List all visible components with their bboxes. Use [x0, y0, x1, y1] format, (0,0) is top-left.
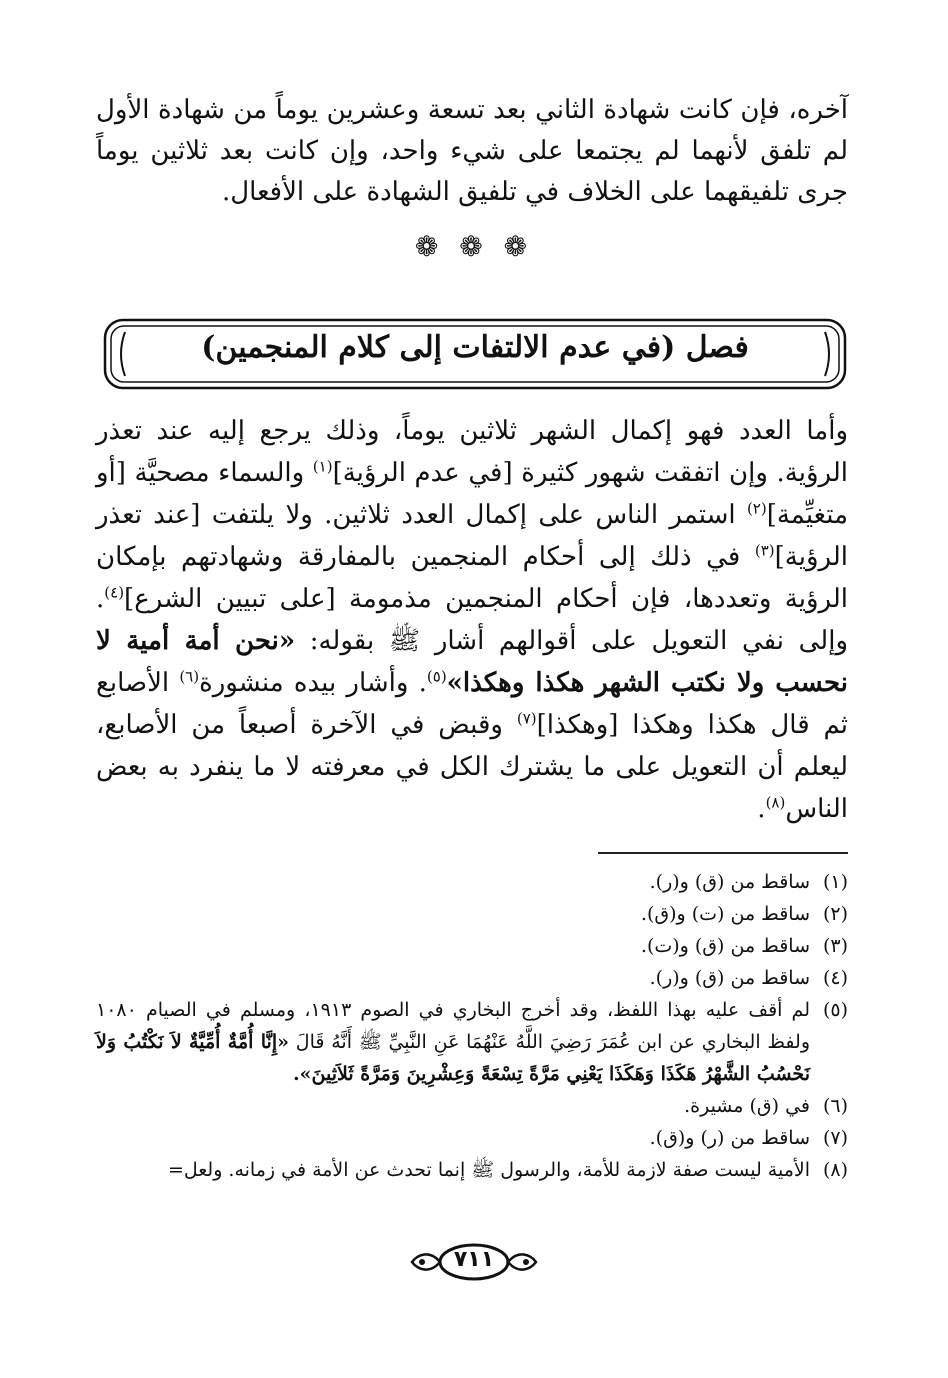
footnote-ref-6[interactable]: (٦) — [179, 667, 200, 686]
page-number-ornament — [404, 1240, 544, 1284]
footnote-hadith: «إِنَّا أُمَّةٌ أُمِّيَّةٌ لاَ نَكْتُبُ وَلاَ نَحْسُبُ الشَّهْرُ هَكَذَا وَهَكَذَا يَعْنِي مَرَّةً تِسْعَةً وَعِشْرِينَ وَمَرَّةً ثَلاَثِينَ». — [96, 1031, 810, 1085]
footnote-text: ساقط من (ق) و(ر). — [649, 967, 810, 989]
footnote-number: (٤) — [822, 967, 848, 989]
footnote-number: (٨) — [822, 1159, 848, 1181]
body-text-4: في ذلك إلى أحكام المنجمين بالمفارقة وشهادتهم بإمكان الرؤية وتعددها، فإن أحكام المنجمين مذمومة [على تبيين الشرع] — [96, 542, 848, 614]
footnote-ref-1[interactable]: (١) — [312, 457, 333, 476]
footnote-ref-8[interactable]: (٨) — [765, 793, 786, 812]
section-heading: فصل (في عدم الالتفات إلى كلام المنجمين) — [201, 330, 749, 365]
footnotes-list — [96, 866, 848, 1186]
body-text-7: الأصابع ثم قال هكذا وهكذا [وهكذا] — [96, 668, 849, 740]
footnote-ref-3[interactable]: (٣) — [754, 541, 775, 560]
footnote-8 — [96, 1154, 848, 1186]
footnote-ref-2[interactable]: (٢) — [746, 499, 767, 518]
footnote-ref-4[interactable]: (٤) — [104, 583, 125, 602]
body-text-5: . وإلى نفي التعويل على أقوالهم أشار ﷺ بقوله: — [96, 584, 848, 656]
hadith-quote: «نحن أمة أمية لا نحسب ولا نكتب الشهر هكذا وهكذا» — [96, 626, 848, 698]
footnote-text: في (ق) مشيرة. — [684, 1095, 810, 1117]
footnote-text: ساقط من (ق) و(ت). — [640, 935, 810, 957]
section-heading-frame — [103, 318, 847, 390]
page-number: ٧١١ — [453, 1247, 495, 1272]
body-text-2: والسماء مصحيَّة [أو متغيِّمة] — [96, 458, 848, 530]
footnote-number: (٧) — [822, 1127, 848, 1149]
footnote-number: (٢) — [822, 903, 848, 925]
footnote-text: ساقط من (ت) و(ق). — [640, 903, 810, 925]
intro-paragraph: آخره، فإن كانت شهادة الثاني بعد تسعة وعشرين يوماً من شهادة الأول لم تلفق لأنهما لم يجتمعا على شيء واحد، وإن كانت بعد ثلاثين يوماً جرى تلفيقهما على الخلاف في تلفيق الشهادة على الأفعال. — [96, 95, 848, 207]
body-text-9: . — [757, 794, 766, 824]
body-text-1: وأما العدد فهو إكمال الشهر ثلاثين يوماً، وذلك يرجع إليه عند تعذر الرؤية. وإن اتفقت شهور كثيرة [في عدم الرؤية] — [96, 416, 848, 488]
footnote-text: ساقط من (ر) و(ق). — [649, 1127, 810, 1149]
footnote-ref-5[interactable]: (٥) — [426, 667, 447, 686]
footnote-ref-7[interactable]: (٧) — [516, 709, 537, 728]
body-text-6: . وأشار بيده منشورة — [199, 668, 427, 698]
footnote-divider — [598, 852, 848, 854]
body-text-3: استمر الناس على إكمال العدد ثلاثين. ولا يلتفت [عند تعذر الرؤية] — [96, 500, 848, 572]
section-separator: ❁ ❁ ❁ — [414, 230, 534, 263]
footnote-1 — [96, 866, 848, 898]
footnote-text: الأمية ليست صفة لازمة للأمة، والرسول ﷺ إنما تحدث عن الأمة في زمانه. ولعل= — [167, 1159, 810, 1181]
footnote-number: (٦) — [822, 1095, 848, 1117]
body-text-8: وقبض في الآخرة أصبعاً من الأصابع، ليعلم أن التعويل على ما يشترك الكل في معرفته لا ما ينفرد به بعض الناس — [96, 710, 848, 824]
body-paragraph — [96, 410, 848, 830]
footnote-4 — [96, 962, 848, 994]
footnote-5 — [96, 994, 848, 1090]
footnote-3 — [96, 930, 848, 962]
footnote-6 — [96, 1090, 848, 1122]
footnote-text: لم أقف عليه بهذا اللفظ، وقد أخرج البخاري في الصوم ١٩١٣، ومسلم في الصيام ١٠٨٠ ولفظ البخاري عن ابن عُمَرَ رَضِيَ اللَّهُ عَنْهُمَا عَنِ النَّبِيِّ ﷺ أَنَّهُ قَالَ — [96, 999, 810, 1053]
footnote-number: (١) — [822, 871, 848, 893]
footnote-2 — [96, 898, 848, 930]
footnote-7 — [96, 1122, 848, 1154]
footnote-text: ساقط من (ق) و(ر). — [649, 871, 810, 893]
footnote-number: (٥) — [822, 999, 848, 1021]
footnote-number: (٣) — [822, 935, 848, 957]
